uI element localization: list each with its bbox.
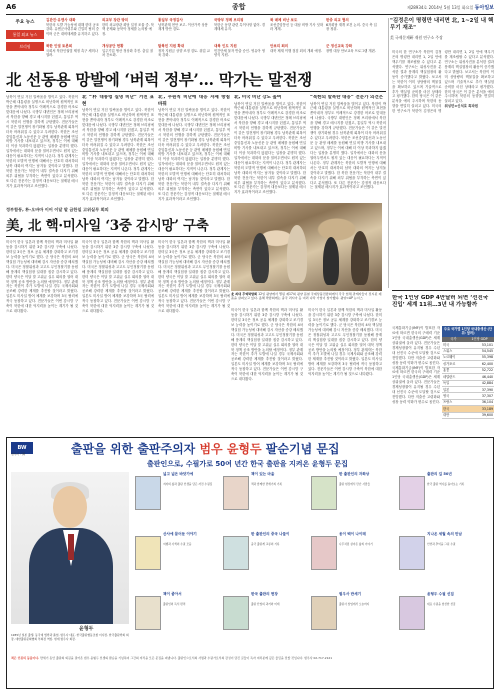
side-headline-box[interactable] [390,18,494,46]
second-article-column [82,240,154,430]
book-description: 인연과 추억을 그린 수필 [427,542,456,546]
brief-body: 조선중앙통신 등 대남 비방 기사 잇따라 게재. [270,22,324,32]
brief-body: 국회서 북한인권법 제정 촉구 세미나 열려. [46,48,98,58]
ad-title-highlight: 범우 윤형두 [199,442,262,456]
book-title: 산사에 묻어둔 이야기 [163,532,197,536]
table-cell-value: 37,307 [465,393,494,399]
second-article-column [158,240,230,430]
book-item[interactable] [399,532,483,574]
caption-text: 12일 평양에서 열린 제17회 평양 봄철 국제상품전람회에서 각국 업체 관계자들이 전시된 제품을 살펴보고 있다. 올해 박람회에는 중국 러시아 등 여러 나라 기업이 참가했다. 평양=AP 뉴시스 [231,292,382,301]
ad-subtitle: 출판인으로, 수필가로 50여 년간 한국 출판을 지켜온 윤형두 문집 [147,460,348,468]
right-article-text: 미국의 한 연구소가 북한이 김정은의 명령만 내리면 1, 2일 안에 핵무기를 재조립할 수 있다고 분석했다. 연구소는 위성사진을 분석한 결과 풍계리 핵실험장의 활동이 증가했다고 밝혔다. 보고서는 북한이 이미 상당량의 핵물질을 확보하고 있으며 기술적으로 추가 핵실험 준비를 마친 상태라고 평가했다. 한미 당국은 이 같은 분석을 예의 주시하며 북한의 동향을 면밀히 살피고 있다. [392,50,442,109]
book-title: 넓고 넓은 바닷가에 [163,472,194,476]
brief-headline: 대북 인도 지원 [214,44,237,48]
table-row [442,412,494,418]
table-cell-country: 대만 [442,412,465,418]
main-article-text: 남북이 연일 거친 말싸움을 벌이고 있다. 북한이 박근혜 대통령을 실명으로 비난하며 원색적인 표현을 쏟아내자 정부도 이례적으로 강경한 어조로 맞대응에 나섰다. 국방부 대변인은 정례 브리핑에서 북한을 향해 경고 메시지를 던졌고, 통일부 역시 북한의 언행을 강하게 규탄했다. 전문가들은 이 같은 말전쟁이 장기화될 경우 남북관계 회복이 더욱 어려워질 수 있다고 우려한다. 북한은 조선중앙통신과 노동신문 등 관영 매체를 동원해 연일 비방 기사를 내보내고 있으며, 정부는 이에 대해 더 이상 묵과하지 않겠다는 입장을 분명히 했다. 일각에서는 대화의 문을 열어두면서도 원칙 있는 대응이 필요하다는 지적이 나온다. 정부 관계자는 북한의 도발적 언행에 대해서는 단호히 대처하되 남북 대화의 여지는 남겨둘 것이라고 말했다. 한 북한 전문가는 북한이 내부 결속을 다지기 위해 외부 위협을 부각하는 측면이 있다고 분석했다. 또 다른 전문가는 감정적 대응보다는 절제된 메시지가 효과적이라고 조언했다. [310,101,386,190]
ad-footer [11,656,489,660]
table-cell-value: 55,398 [465,354,494,360]
brief-item[interactable] [46,44,100,68]
book-title: 출판의 길 50년 [427,472,452,476]
second-article-headline[interactable]: 美, 北 핵·미사일 ‘3중 감시망’ 구축 [6,218,209,234]
book-description: 책과 함께한 반세기의 기록 [251,482,283,486]
brief-headline: 북한 인권 토론회 [46,44,73,48]
table-cell-value: 52,722 [465,367,494,373]
table-cell-country: 프랑스 [442,399,465,405]
book-item[interactable] [135,532,219,574]
brief-body: 북한군 동향 관련 특이사항 없어. 경계태세 유지. [214,22,265,32]
book-item[interactable] [135,472,219,514]
right-article [392,50,494,288]
table-cell-value: 33,189 [465,406,494,412]
brief-headline: 국방부 정례 브리핑 [214,18,244,22]
divider [6,91,386,92]
second-article-text: 미국이 한국 일본과 함께 북한의 핵과 미사일 활동을 감시하기 위한 3중 감시망 구축에 나섰다. 한미일 3국은 정보 공유 체계를 강화하고 조기경보 능력을 높이기로 했다. 군 당국은 북한의 4차 핵실험 가능성에 대비해 감시 자산을 증강 배치했다. 미국은 정찰위성과 고고도 무인정찰기를 동원해 풍계리 핵실험장 일대를 집중 감시하고 있다. 한미 양국은 이달 말 고위급 실무 회의를 열어 대북 정책 공조 방안을 논의할 예정이다. 정부 관계자는 북한이 추가 도발에 나설 경우 국제사회와 공조해 강력한 제재를 추진할 것이라고 밝혔다. 일본도 미사일 방어 체계를 보강하며 3국 협력에 적극 동참하고 있다. 전문가들은 이번 감시망 구축이 북한에 대한 억지력을 높이는 계기가 될 것으로 내다봤다. [82,240,154,314]
gdp-table [442,326,494,419]
book-title: 책이 좋아서 [163,592,182,596]
newspaper-name: 동아일보 [474,5,494,11]
book-description: 출판 산업의 과거와 미래 [251,602,280,606]
table-cell-country: 일본 [442,386,465,392]
page-header [6,3,494,15]
article-subhead: “북한의 말폭탄 대응” 전문가 의견은 [310,95,384,100]
author-portrait [11,472,129,624]
brief-item[interactable] [270,44,324,68]
article-subhead: 北 “朴 대통령 실명 비난” 거친 표현 [82,95,154,107]
main-article-column [310,95,386,203]
photo-figure [287,225,307,283]
brief-item[interactable] [158,44,212,68]
book-cover [311,596,337,630]
main-article-text: 남북이 연일 거친 말싸움을 벌이고 있다. 북한이 박근혜 대통령을 실명으로 비난하며 원색적인 표현을 쏟아내자 정부도 이례적으로 강경한 어조로 맞대응에 나섰다. 국방부 대변인은 정례 브리핑에서 북한을 향해 경고 메시지를 던졌고, 통일부 역시 북한의 언행을 강하게 규탄했다. 전문가들은 이 같은 말전쟁이 장기화될 경우 남북관계 회복이 더욱 어려워질 수 있다고 우려한다. 북한은 조선중앙통신과 노동신문 등 관영 매체를 동원해 연일 비방 기사를 내보내고 있으며, 정부는 이에 대해 더 이상 묵과하지 않겠다는 입장을 분명히 했다. 일각에서는 대화의 문을 열어두면서도 원칙 있는 대응이 필요하다는 지적이 나온다. 정부 관계자는 북한의 도발적 언행에 대해서는 단호히 대처하되 남북 대화의 여지는 남겨둘 것이라고 말했다. 한 북한 전문가는 북한이 내부 결속을 다지기 위해 외부 위협을 부각하는 측면이 있다고 분석했다. 또 다른 전문가는 감정적 대응보다는 절제된 메시지가 효과적이라고 조언했다. [234,101,306,195]
table-cell-country: 스위스 [442,348,465,354]
ad-footer-slogan: 책은 인류의 등불이다. [11,656,40,660]
briefs-label [6,20,44,51]
main-article-text: 남북이 연일 거친 말싸움을 벌이고 있다. 북한이 박근혜 대통령을 실명으로 비난하며 원색적인 표현을 쏟아내자 정부도 이례적으로 강경한 어조로 맞대응에 나섰다. 국방부 대변인은 정례 브리핑에서 북한을 향해 경고 메시지를 던졌고, 통일부 역시 북한의 언행을 강하게 규탄했다. 전문가들은 이 같은 말전쟁이 장기화될 경우 남북관계 회복이 더욱 어려워질 수 있다고 우려한다. 북한은 조선중앙통신과 노동신문 등 관영 매체를 동원해 연일 비방 기사를 내보내고 있으며, 정부는 이에 대해 더 이상 묵과하지 않겠다는 입장을 분명히 했다. 일각에서는 대화의 문을 열어두면서도 원칙 있는 대응이 필요하다는 지적이 나온다. 정부 관계자는 북한의 도발적 언행에 대해서는 단호히 대처하되 남북 대화의 여지는 남겨둘 것이라고 말했다. 한 북한 전문가는 북한이 내부 결속을 다지기 위해 외부 위협을 부각하는 측면이 있다고 분석했다. 또 다른 전문가는 감정적 대응보다는 절제된 메시지가 효과적이라고 조언했다. [6,95,78,188]
brief-headline: 한중 외교 협의 [326,18,349,22]
main-article-column [82,95,154,203]
book-item[interactable] [223,472,307,514]
main-headline[interactable]: 北 선동용 망발에 ‘버럭 정부’… 막가는 말전쟁 [6,70,312,89]
table-cell-value: 39,600 [465,412,494,418]
book-description: 중국 출판계 교류의 기록 [251,542,280,546]
table-cell-country: 네덜란드 [442,374,465,380]
brief-headline: 탈북민 지원 확대 [158,44,185,48]
publisher-tagline: 범우사 기획 [11,452,26,456]
brief-body: 입주기업 생산 정상화 추진. 출입 절차 간소화. [102,48,153,58]
book-cover [311,536,337,570]
author-bio: 1935년 일본 출생. 동국대 법학과 졸업. 범우사 대표. 한국출판협동조합 이사장, 한국출판학회 회장, 대한출판문화협회 부회장 역임. 현재 범우사 회장. [11,633,129,641]
brief-headline: 군 정신교육 강화 [326,44,353,48]
brief-item[interactable] [326,18,380,42]
brief-item[interactable] [270,18,324,42]
gdp-article-headline[interactable]: 한국 1인당 GDP 4만달러 되면 ‘선진국 진입’ 세계 11위…3년 내 가능할까 [392,295,489,309]
book-cover [399,536,425,570]
brief-body: 북한의 도발 가능성에 대해 한미 공조 강화. 유엔군사령부와 긴밀히 협의 중이며 군은 대비태세를 유지하고 있다. [46,22,100,36]
column-divider [388,18,389,288]
table-cell-country: 노르웨이 [442,354,465,360]
gdp-article-text: 국제통화기금(IMF)이 발표한 자료에 따르면 한국의 구매력 기준 1인당 국내총생산(GDP)은 세계 상위권에 올라 있다. 전문가들은 경제성장률이 유지될 경우 수년 내 선진국 수준에 도달할 것으로 전망했다. 다만 저출산 고령화와 성장 동력 약화가 변수로 꼽힌다. 국제통화기금(IMF)이 발표한 자료에 따르면 한국의 구매력 기준 1인당 국내총생산(GDP)은 세계 상위권에 올라 있다. 전문가들은 경제성장률이 유지될 경우 수년 내 선진국 수준에 도달할 것으로 전망했다. 다만 저출산 고령화와 성장 동력 약화가 변수로 꼽힌다. [392,326,440,405]
second-article-text: 미국이 한국 일본과 함께 북한의 핵과 미사일 활동을 감시하기 위한 3중 감시망 구축에 나섰다. 한미일 3국은 정보 공유 체계를 강화하고 조기경보 능력을 높이기로 했다. 군 당국은 북한의 4차 핵실험 가능성에 대비해 감시 자산을 증강 배치했다. 미국은 정찰위성과 고고도 무인정찰기를 동원해 풍계리 핵실험장 일대를 집중 감시하고 있다. 한미 양국은 이달 말 고위급 실무 회의를 열어 대북 정책 공조 방안을 논의할 예정이다. 정부 관계자는 북한이 추가 도발에 나설 경우 국제사회와 공조해 강력한 제재를 추진할 것이라고 밝혔다. 일본도 미사일 방어 체계를 보강하며 3국 협력에 적극 동참하고 있다. 전문가들은 이번 감시망 구축이 북한에 대한 억지력을 높이는 계기가 될 것으로 내다봤다. [308,308,382,377]
side-headline: "김정은이 명령만 내리면 北, 1~2일 내 핵무기 재조" [390,18,494,32]
table-cell-country: 홍콩 [442,367,465,373]
side-subheadline: 美 국제문제硏 재원 연구소 주장 [390,34,443,40]
book-item[interactable] [311,472,395,514]
brief-item[interactable] [102,18,156,42]
table-header: 국가 [442,337,465,343]
main-article-column [6,95,78,203]
table-caption: 주요 국가별 1인당 국내총생산 (단위: 달러) [443,327,493,336]
photo-figure [251,233,269,283]
article-subhead: 北, 미국 비난 강도 높여 [234,95,282,100]
briefs-tag: 브리핑 [6,42,44,51]
divider [6,236,230,237]
brief-body: 6자회담 재개 조건 논의. 중국 측 입장 청취. [326,22,377,32]
book-item[interactable] [399,592,483,634]
table-cell-value: 36,104 [465,399,494,405]
book-description: 대표 수필을 엄선한 선집 [427,602,456,606]
brief-headline: 개성공단 현황 [102,44,124,48]
table-cell-value: 37,390 [465,386,494,392]
book-description: 출판사 창업에서 오늘까지 [339,602,370,606]
brief-body: 한미 외교장관 회담 일정 조율 중. 북핵 문제와 동북아 정세를 논의할 예정. [102,22,154,36]
brief-headline: 안보리 회의 [270,44,289,48]
news-briefs [46,18,384,70]
main-article-column [234,95,306,203]
book-item[interactable] [311,532,395,574]
second-article-text: 미국이 한국 일본과 함께 북한의 핵과 미사일 활동을 감시하기 위한 3중 감시망 구축에 나섰다. 한미일 3국은 정보 공유 체계를 강화하고 조기경보 능력을 높이기로 했다. 군 당국은 북한의 4차 핵실험 가능성에 대비해 감시 자산을 증강 배치했다. 미국은 정찰위성과 고고도 무인정찰기를 동원해 풍계리 핵실험장 일대를 집중 감시하고 있다. 한미 양국은 이달 말 고위급 실무 회의를 열어 대북 정책 공조 방안을 논의할 예정이다. 정부 관계자는 북한이 추가 도발에 나설 경우 국제사회와 공조해 강력한 제재를 추진할 것이라고 밝혔다. 일본도 미사일 방어 체계를 보강하며 3국 협력에 적극 동참하고 있다. 전문가들은 이번 감시망 구축이 북한에 대한 억지력을 높이는 계기가 될 것으로 내다봤다. [158,240,230,314]
table-cell-value: 42,884 [465,380,494,386]
brief-headline: 통일부 국정감사 [158,18,183,22]
section-title: 종합 [232,3,246,11]
book-cover [135,596,161,630]
brief-headline: 김관진·유엔사 대화 [46,18,76,22]
brief-headline: 외교부 장관 방미 [102,18,129,22]
book-advertisement[interactable] [6,437,494,689]
book-title: 범우사 반세기 [339,592,362,596]
photo-figure [351,231,369,285]
book-cover [399,596,425,630]
publisher-logo: BW [11,442,33,454]
article-subhead: 北, 무원칙 비난에 대응 자제 방침 바꿔 [158,95,230,107]
brief-body: 장병 대상 안보교육 프로그램 개편. [326,48,376,53]
brief-item[interactable] [102,44,156,68]
book-item[interactable] [135,592,219,634]
book-cover [311,476,337,510]
brief-item[interactable] [214,44,268,68]
book-item[interactable] [223,532,307,574]
table-cell-country: 영국 [442,393,465,399]
briefs-tag: 통일 외교 뉴스 [6,30,44,39]
book-title: 윤형두 수필 선집 [427,592,454,596]
table-header: 1인당 GDP [465,337,494,343]
book-title: 옹이 백이 나이테 [339,532,366,536]
photo-figure [323,237,339,285]
book-description: 출판인의 독서 편력 [163,602,186,606]
book-title: 한 출판인의 중국 나들이 [251,532,290,536]
brief-body: 대북 제재 이행 점검 회의 개최 예정. [270,48,322,53]
second-article-column [6,240,78,430]
page-number: A6 [6,3,17,11]
table-cell-value: 54,545 [465,348,494,354]
main-article-text: 남북이 연일 거친 말싸움을 벌이고 있다. 북한이 박근혜 대통령을 실명으로 비난하며 원색적인 표현을 쏟아내자 정부도 이례적으로 강경한 어조로 맞대응에 나섰다. 국방부 대변인은 정례 브리핑에서 북한을 향해 경고 메시지를 던졌고, 통일부 역시 북한의 언행을 강하게 규탄했다. 전문가들은 이 같은 말전쟁이 장기화될 경우 남북관계 회복이 더욱 어려워질 수 있다고 우려한다. 북한은 조선중앙통신과 노동신문 등 관영 매체를 동원해 연일 비방 기사를 내보내고 있으며, 정부는 이에 대해 더 이상 묵과하지 않겠다는 입장을 분명히 했다. 일각에서는 대화의 문을 열어두면서도 원칙 있는 대응이 필요하다는 지적이 나온다. 정부 관계자는 북한의 도발적 언행에 대해서는 단호히 대처하되 남북 대화의 여지는 남겨둘 것이라고 말했다. 한 북한 전문가는 북한이 내부 결속을 다지기 위해 외부 위협을 부각하는 측면이 있다고 분석했다. 또 다른 전문가는 감정적 대응보다는 절제된 메시지가 효과적이라고 조언했다. [82,108,154,201]
main-article-text: 남북이 연일 거친 말싸움을 벌이고 있다. 북한이 박근혜 대통령을 실명으로 비난하며 원색적인 표현을 쏟아내자 정부도 이례적으로 강경한 어조로 맞대응에 나섰다. 국방부 대변인은 정례 브리핑에서 북한을 향해 경고 메시지를 던졌고, 통일부 역시 북한의 언행을 강하게 규탄했다. 전문가들은 이 같은 말전쟁이 장기화될 경우 남북관계 회복이 더욱 어려워질 수 있다고 우려한다. 북한은 조선중앙통신과 노동신문 등 관영 매체를 동원해 연일 비방 기사를 내보내고 있으며, 정부는 이에 대해 더 이상 묵과하지 않겠다는 입장을 분명히 했다. 일각에서는 대화의 문을 열어두면서도 원칙 있는 대응이 필요하다는 지적이 나온다. 정부 관계자는 북한의 도발적 언행에 대해서는 단호히 대처하되 남북 대화의 여지는 남겨둘 것이라고 말했다. 한 북한 전문가는 북한이 내부 결속을 다지기 위해 외부 위협을 부각하는 측면이 있다고 분석했다. 또 다른 전문가는 감정적 대응보다는 절제된 메시지가 효과적이라고 조언했다. [158,108,230,201]
book-cover [135,536,161,570]
book-cover [223,476,249,510]
caption-title: 北 최대 무역박람회 [231,292,258,296]
book-description: 저자의 삶과 출판 인생을 담은 자전 수필집 [163,482,213,486]
byline: 워싱턴=신석호 특파원 [444,104,478,109]
brief-item[interactable] [158,18,212,42]
divider [392,290,494,291]
briefs-label-title: 주요 뉴스 [15,20,35,25]
book-list [135,472,489,652]
second-article-column [231,308,303,430]
brief-body: 남북관계 현안 보고. 이산가족 상봉 재개 방안 검토. [158,22,208,32]
brief-body: 민간단체 물자 반출 승인. 영유아 영양식 지원. [214,48,265,58]
table-cell-value: 62,400 [465,361,494,367]
main-article-column [158,95,230,203]
second-article-text: 미국이 한국 일본과 함께 북한의 핵과 미사일 활동을 감시하기 위한 3중 감시망 구축에 나섰다. 한미일 3국은 정보 공유 체계를 강화하고 조기경보 능력을 높이기로 했다. 군 당국은 북한의 4차 핵실험 가능성에 대비해 감시 자산을 증강 배치했다. 미국은 정찰위성과 고고도 무인정찰기를 동원해 풍계리 핵실험장 일대를 집중 감시하고 있다. 한미 양국은 이달 말 고위급 실무 회의를 열어 대북 정책 공조 방안을 논의할 예정이다. 정부 관계자는 북한이 추가 도발에 나설 경우 국제사회와 공조해 강력한 제재를 추진할 것이라고 밝혔다. 일본도 미사일 방어 체계를 보강하며 3국 협력에 적극 동참하고 있다. 전문가들은 이번 감시망 구축이 북한에 대한 억지력을 높이는 계기가 될 것으로 내다봤다. [231,308,303,382]
photo-caption [231,292,382,300]
table-cell-value: 53,101 [465,342,494,348]
book-item[interactable] [311,592,395,634]
book-cover [135,476,161,510]
book-title: 지나온 세월 속의 만남 [427,532,462,536]
ad-title: 출판을 위한 출판주의자 범우 윤형두 팔순기념 문집 [71,442,340,456]
book-item[interactable] [223,592,307,634]
book-description: 한국 출판 역사를 돌아보는 기록 [427,482,465,486]
book-cover [223,596,249,630]
book-description: 나무처럼 살아온 삶의 이야기 [339,542,373,546]
brief-headline: 북 매체 비난 보도 [270,18,298,22]
brief-item[interactable] [214,18,268,42]
book-cover [399,476,425,510]
table-cell-country: 한국 [442,406,465,412]
news-photo[interactable] [231,203,382,291]
right-article-text: 미국의 한 연구소가 북한이 김정은의 명령만 내리면 1, 2일 안에 핵무기를 재조립할 수 있다고 분석했다. 연구소는 위성사진을 분석한 결과 풍계리 핵실험장의 활동이 증가했다고 밝혔다. 보고서는 북한이 이미 상당량의 핵물질을 확보하고 있으며 기술적으로 추가 핵실험 준비를 마친 상태라고 평가했다. 한미 당국은 이 같은 분석을 예의 주시하며 북한의 동향을 면밀히 살피고 있다. [392,50,494,114]
brief-body: 정착 지원금 상향 조정 검토. 취업 교육 강화. [158,48,210,58]
book-title: 책이 있는 마을 [251,472,275,476]
table-cell-country: 미국 [442,342,465,348]
brief-item[interactable] [46,18,100,42]
book-description: 출판 현장에서 만난 사람들 [339,482,371,486]
ad-footer-text: 반세기 동안 출판의 외길을 걸어온 범우 윤형두 선생의 팔순을 기념하여 그간의 저작을 모은 문집을 펴냅니다. 출판인으로서의 사명과 수필가로서의 감성이 담긴 글들이 독자 여러분께 깊은 울림을 전할 것입니다. 범우사 02-717-2121 [40,656,333,660]
issue-date: 제28934호 2014년 5월 13일 화요일 동아일보 [406,5,494,11]
author-name: 윤형두 [79,626,94,632]
book-description: 여행과 사색의 수필 모음 [163,542,192,546]
table-cell-country: 독일 [442,380,465,386]
brief-item[interactable] [326,44,380,68]
table-cell-value: 46,440 [465,374,494,380]
book-title: 한국 출판의 현장 [251,592,278,596]
second-article-text: 미국이 한국 일본과 함께 북한의 핵과 미사일 활동을 감시하기 위한 3중 감시망 구축에 나섰다. 한미일 3국은 정보 공유 체계를 강화하고 조기경보 능력을 높이기로 했다. 군 당국은 북한의 4차 핵실험 가능성에 대비해 감시 자산을 증강 배치했다. 미국은 정찰위성과 고고도 무인정찰기를 동원해 풍계리 핵실험장 일대를 집중 감시하고 있다. 한미 양국은 이달 말 고위급 실무 회의를 열어 대북 정책 공조 방안을 논의할 예정이다. 정부 관계자는 북한이 추가 도발에 나설 경우 국제사회와 공조해 강력한 제재를 추진할 것이라고 밝혔다. 일본도 미사일 방어 체계를 보강하며 3국 협력에 적극 동참하고 있다. 전문가들은 이번 감시망 구축이 북한에 대한 억지력을 높이는 계기가 될 것으로 내다봤다. [6,240,78,314]
book-item[interactable] [399,472,483,514]
second-article-column [308,308,382,430]
book-cover [223,536,249,570]
book-title: 한 출판인의 자화상 [339,472,370,476]
table-cell-country: 싱가포르 [442,361,465,367]
second-article-kicker: 정부합동, 朴-오바마 이어 이달 말 금한일 고위실무 회의 [6,207,109,212]
